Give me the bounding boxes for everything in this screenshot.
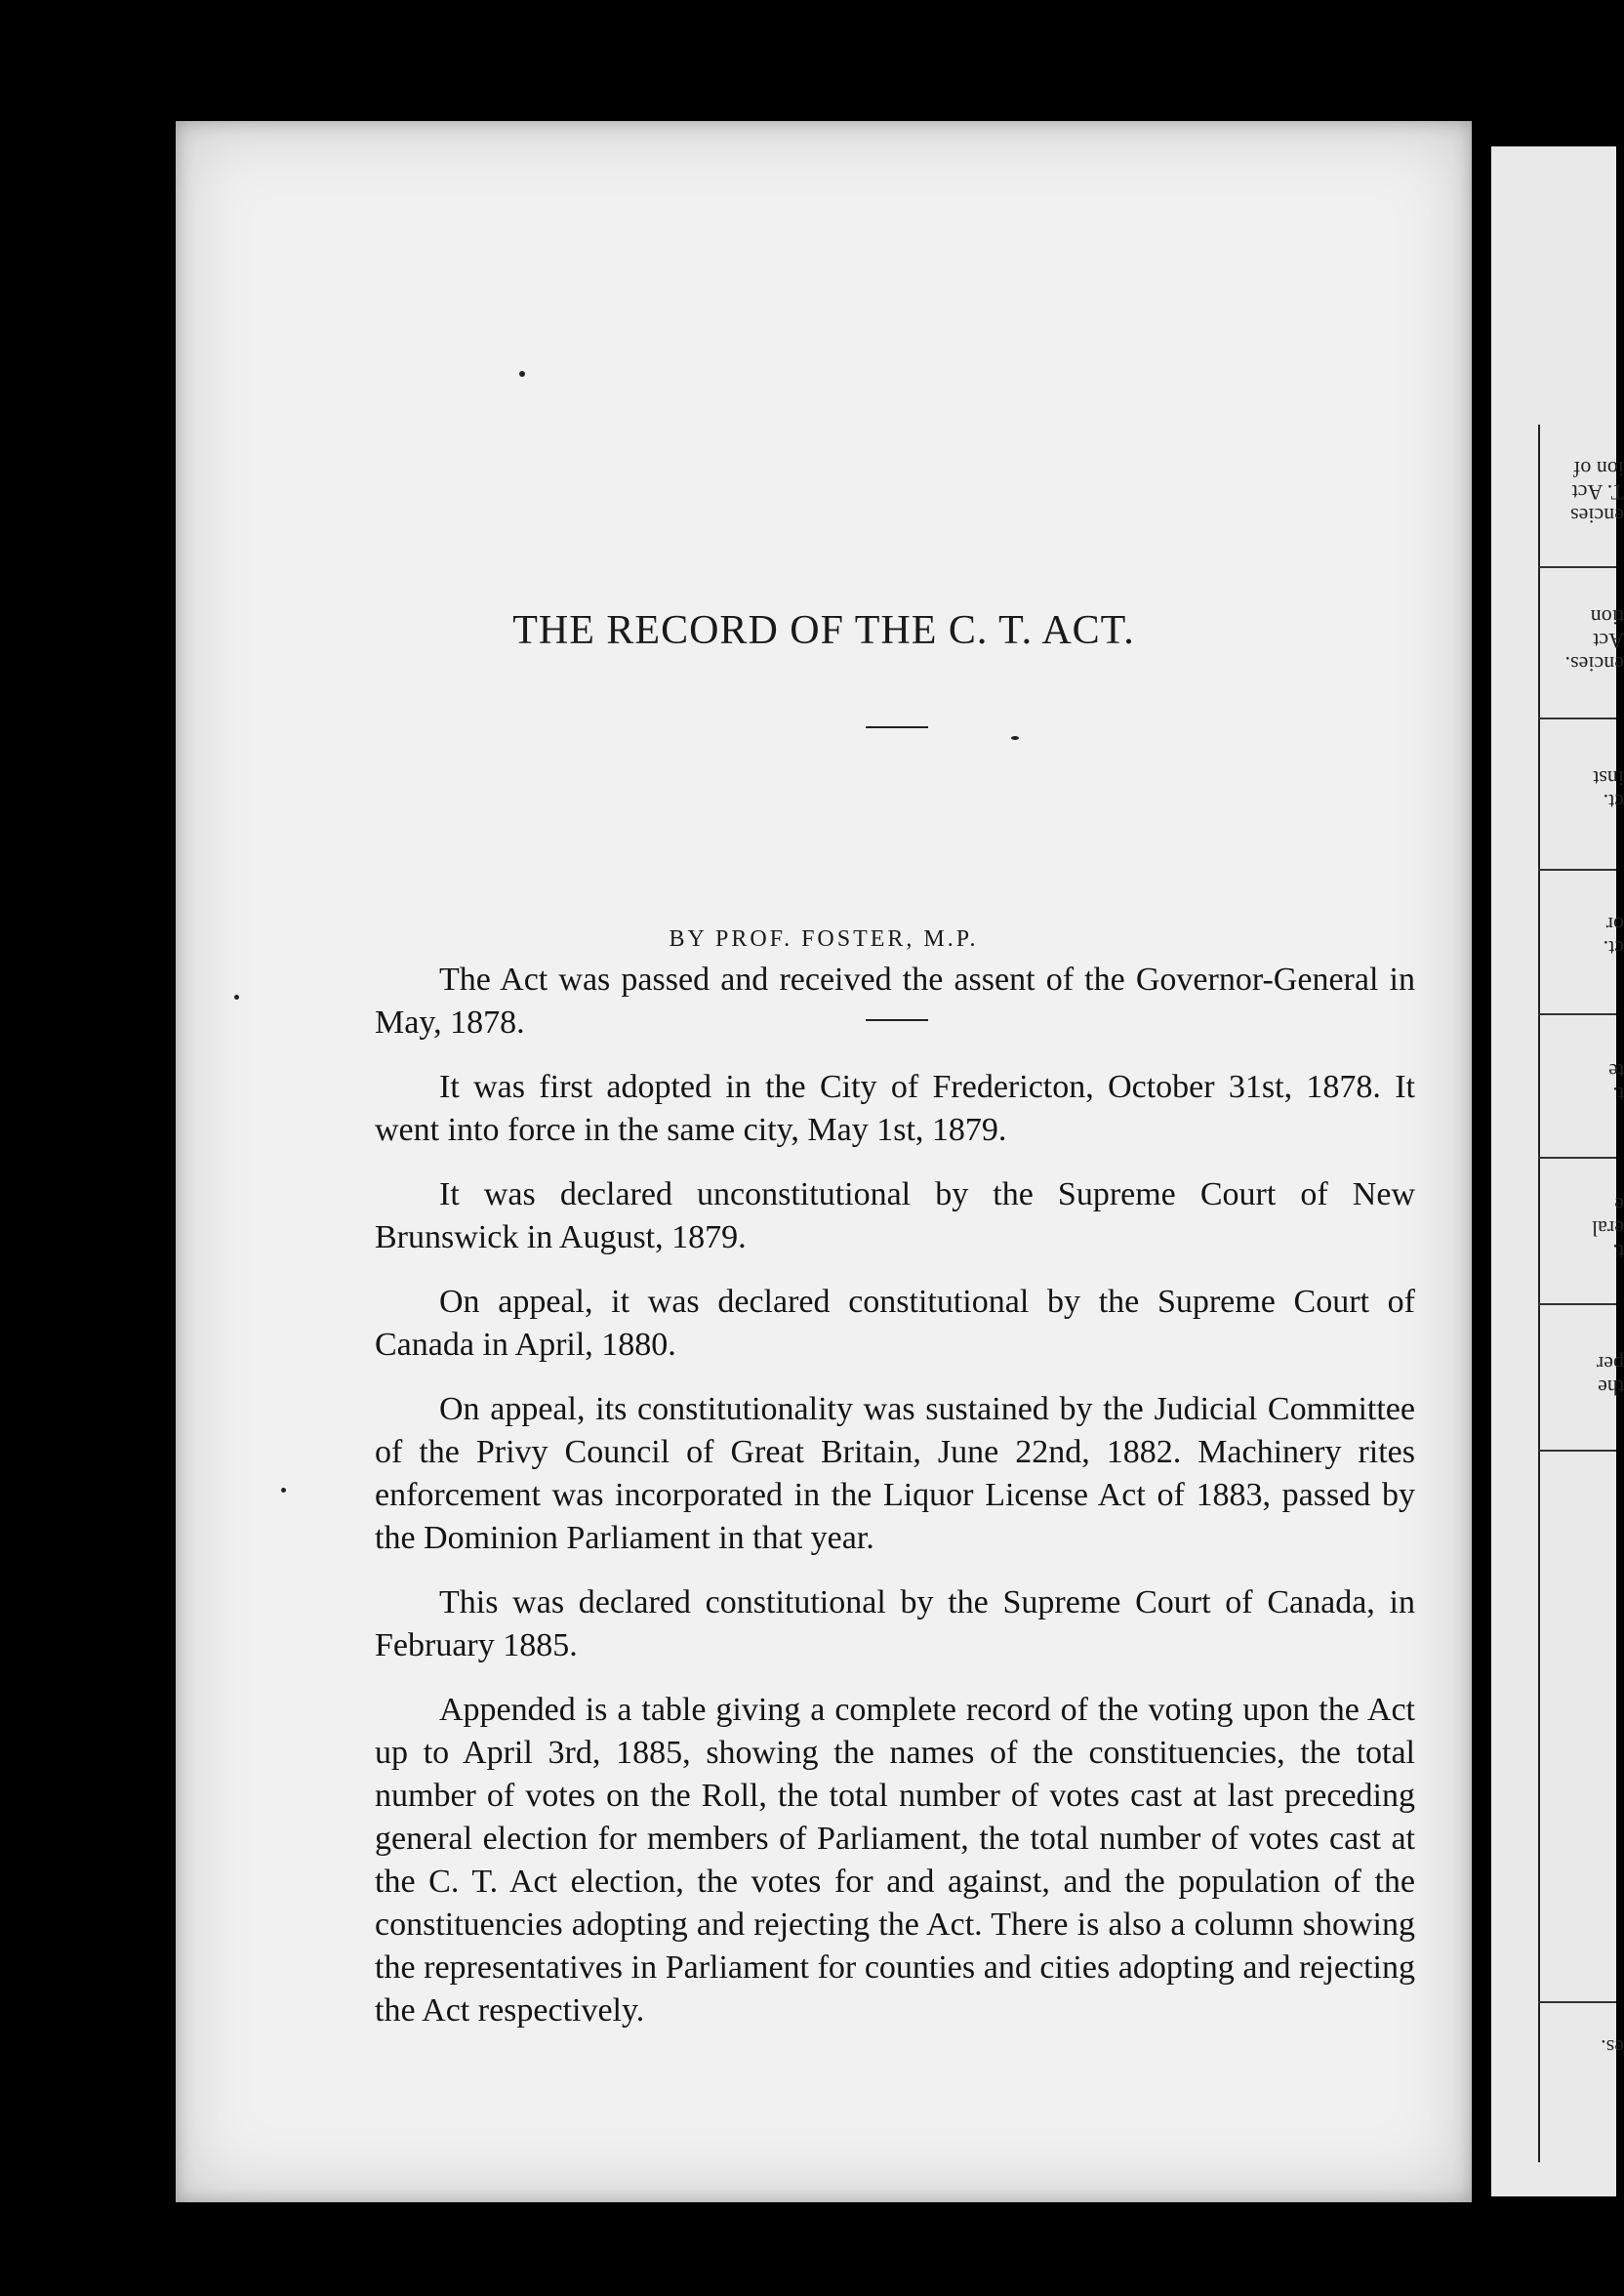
scan-speck — [519, 371, 525, 377]
adjacent-page-fragment: the per — [1596, 1352, 1624, 1400]
scan-speck — [281, 1488, 286, 1493]
adjacent-page-rule — [1538, 2001, 1616, 2003]
adjacent-page-fragment: encies T. Act ion of — [1570, 457, 1624, 528]
paragraph-5: On appeal, its constitutionality was sustained by the Judicial Committee of the Privy Council of Great Britain, June 22nd, 1882. Machinery rites enforcement was incorporated in the Liquor License Act of 1883, passed by the Dominion Parliament in that year. — [375, 1391, 1415, 1556]
adjacent-page-rule — [1538, 1013, 1616, 1015]
adjacent-page-strip — [1491, 146, 1624, 2196]
adjacent-page-rule — [1538, 1450, 1616, 1452]
paragraph-7: Appended is a table giving a complete record of the voting upon the Act up to April 3rd, 1885, showing the names of the constituencies, the total number of votes on the Roll, the total number of votes cast at last preceding general election for members of Parliament, the total number of votes cast at the C. T. Act election, the votes for and against, and the population of the constituencies adopting and rejecting the Act. There is also a column showing the representatives in Parliament for counties and cities adopting and rejecting the Act respectively. — [375, 1692, 1415, 2029]
paragraph-1: The Act was passed and received the assent of the Governor-General in May, 1878. — [375, 962, 1415, 1041]
paragraph-6: This was declared constitutional by the Supreme Court of Canada, in February 1885. — [375, 1584, 1415, 1663]
adjacent-page-fragment: t. te — [1608, 1059, 1624, 1107]
adjacent-page-fragment: es. — [1601, 2035, 1624, 2060]
adjacent-page-rule — [1538, 1303, 1616, 1305]
document-title: THE RECORD OF THE C. T. ACT. — [512, 608, 1135, 653]
adjacent-page-fragment: encies. Act tion — [1564, 605, 1624, 676]
paragraph-2: It was first adopted in the City of Fredericton, October 31st, 1878. It went into force in the same city, May 1st, 1879. — [375, 1069, 1415, 1148]
scan-speck — [1011, 736, 1019, 740]
paragraph-4: On appeal, it was declared constitutional by the Supreme Court of Canada in April, 1880. — [375, 1284, 1415, 1363]
title-separator-top — [866, 726, 928, 728]
adjacent-page-rule — [1538, 718, 1616, 719]
scan-speck — [234, 995, 239, 1000]
document-byline: BY PROF. FOSTER, M.P. — [669, 926, 979, 952]
adjacent-page-rule — [1538, 1157, 1616, 1159]
adjacent-page-fragment: ct. inst — [1593, 766, 1624, 814]
adjacent-page-column-line — [1538, 425, 1540, 2162]
adjacent-page-rule — [1538, 566, 1616, 568]
document-page — [176, 121, 1472, 2202]
adjacent-page-fragment: t. eral e — [1592, 1193, 1624, 1264]
adjacent-page-rule — [1538, 869, 1616, 871]
document-body — [375, 959, 1415, 2054]
paragraph-3: It was declared unconstitutional by the Supreme Court of New Brunswick in August, 1879. — [375, 1176, 1415, 1255]
adjacent-page-fragment: ct. or — [1603, 913, 1624, 961]
